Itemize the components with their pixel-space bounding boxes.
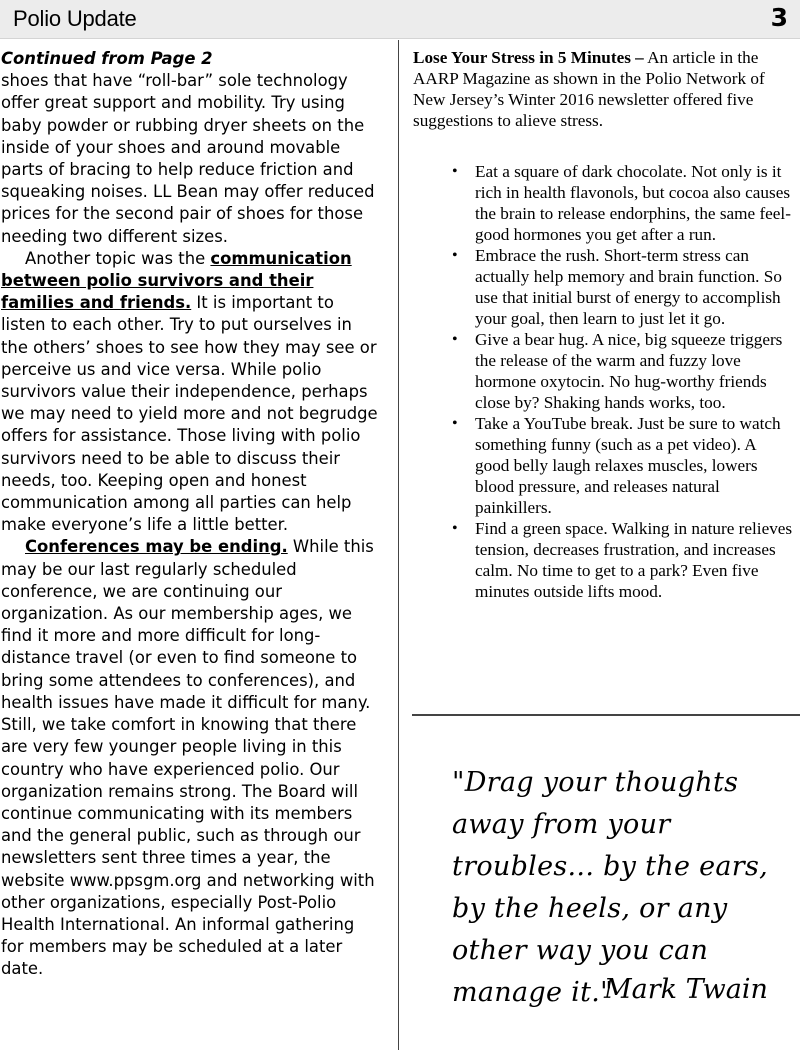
communication-lead: Another topic was the: [25, 248, 211, 268]
bullet-icon: •: [452, 331, 458, 348]
communication-heading: communication between polio survivors and their families and friends.: [1, 248, 352, 313]
stress-intro: [413, 47, 793, 131]
conferences-heading: Conferences may be ending.: [25, 537, 288, 557]
list-item: [452, 518, 793, 602]
shoes-paragraph: shoes that have “roll-bar” sole technology offer great support and mobility. Try using baby powder or rubbing dryer sheets on the inside of your shoes and around movable parts of bracing to help reduce friction and squeaking noises. LL Bean may offer reduced prices for the second pair of shoes for those needing two different sizes.: [1, 71, 375, 246]
communication-body: It is important to listen to each other. Try to put ourselves in the others’ shoes to see how they may see or perceive us and vice versa. While polio survivors value their independence, perhaps we may need to yield more and not begrudge offers for assistance. Those living with polio survivors need to be able to discuss their needs, too. Keeping open and honest communication among all parties can help make everyone’s life a little better.: [1, 293, 378, 535]
conferences-body: While this may be our last regularly scheduled conference, we are continuing our organization. As our membership ages, we find it more and more difficult for long-distance travel (or even to find someone to bring some attendees to conferences), and health issues have made it difficult for many. Still, we take comfort in knowing that there are very few younger people living in this country who have experienced polio. Our organization remains strong. The Board will continue communicating with its members and the general public, such as through our newsletters sent three times a year, the website www.ppsgm.org and networking with other organizations, especially Post-Polio Health International. An informal gathering for members may be scheduled at a later date.: [1, 537, 375, 979]
list-item: [452, 161, 793, 245]
page-number: 3: [770, 3, 788, 32]
bullet-icon: •: [452, 247, 458, 264]
newsletter-title: Polio Update: [13, 6, 137, 31]
quote-author: Mark Twain: [604, 974, 768, 1005]
communication-paragraph: [1, 248, 381, 537]
stress-heading: Lose Your Stress in 5 Minutes –: [413, 48, 644, 67]
tip-text: Eat a square of dark chocolate. Not only is it rich in health flavonols, but cocoa also causes the brain to release endorphins, the same feel-good hormones you get after a run.: [475, 162, 791, 244]
conferences-paragraph: [1, 536, 381, 980]
list-item: [452, 413, 793, 518]
bullet-icon: •: [452, 163, 458, 180]
tip-text: Find a green space. Walking in nature relieves tension, decreases frustration, and increases calm. No time to get to a park? Even five minutes outside lifts mood.: [475, 519, 793, 601]
stress-intro-body: An article in the AARP Magazine as shown in the Polio Network of New Jersey’s Winter 2016 newsletter offered five suggestions to alieve stress.: [413, 48, 765, 130]
tip-text: Embrace the rush. Short-term stress can actually help memory and brain function. So use that initial burst of energy to accomplish your goal, then learn to just let it go.: [475, 246, 782, 328]
twain-quote: "Drag your thoughts away from your troubles... by the ears, by the heels, or any other way you can manage it.": [452, 767, 769, 1008]
continued-heading: Continued from Page 2: [1, 49, 213, 68]
section-divider: [412, 714, 800, 716]
tip-text: Give a bear hug. A nice, big squeeze triggers the release of the warm and fuzzy love hormone oxytocin. No hug-worthy friends close by? Shaking hands works, too.: [475, 330, 783, 412]
bullet-icon: •: [452, 520, 458, 537]
list-item: [452, 329, 793, 413]
stress-tips-list: [413, 161, 793, 602]
right-column: [413, 47, 793, 602]
list-item: [452, 245, 793, 329]
page-header: [0, 0, 800, 39]
left-column: [1, 48, 381, 981]
bullet-icon: •: [452, 415, 458, 432]
column-divider: [398, 40, 399, 1050]
tip-text: Take a YouTube break. Just be sure to watch something funny (such as a pet video). A good belly laugh relaxes muscles, lowers blood pressure, and releases natural painkillers.: [475, 414, 781, 517]
